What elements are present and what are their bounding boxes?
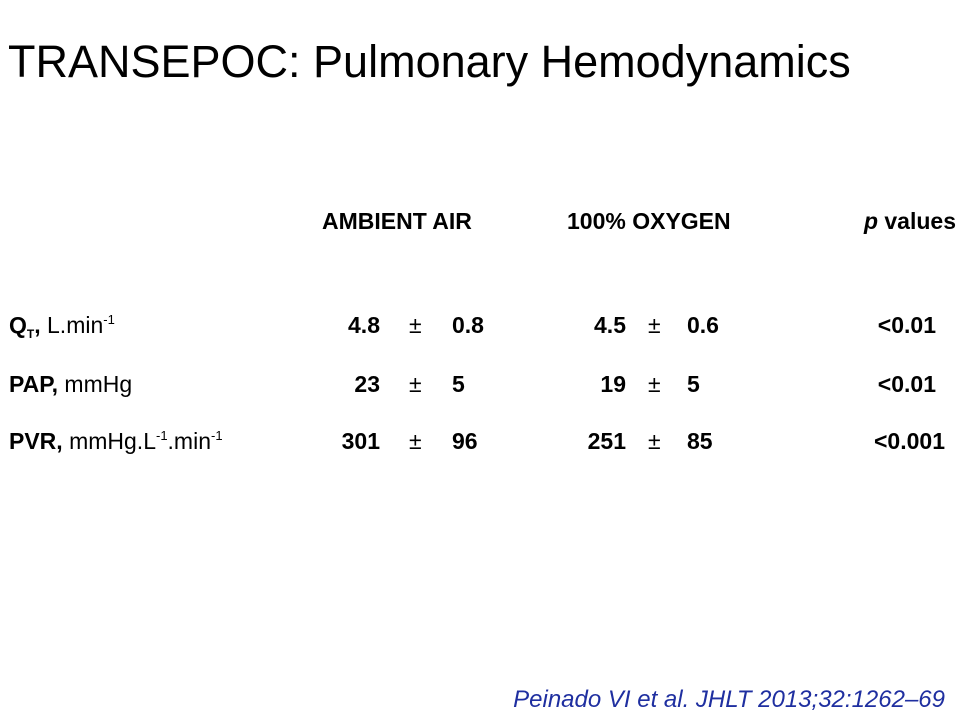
ambient-air-mean: 301 (341, 428, 380, 454)
ambient-air-mean: 4.8 (348, 312, 380, 338)
ambient-air-plus-minus: ± (409, 428, 422, 454)
header-values-text: values (878, 208, 956, 234)
ambient-air-sd: 5 (452, 371, 465, 397)
header-p-values (864, 208, 956, 235)
row-label: PAP, mmHg (9, 371, 133, 397)
header-ambient-air: AMBIENT AIR (322, 208, 472, 234)
row-label: $Q_T$, $L.\min^{-1}$ (9, 312, 115, 341)
oxygen-sd: 85 (687, 428, 713, 454)
citation: Peinado VI et al. JHLT 2013;32:1262–69 (513, 686, 945, 713)
table-row (0, 428, 960, 468)
page-title: TRANSEPOC: Pulmonary Hemodynamics (8, 36, 851, 87)
oxygen-plus-minus: ± (648, 371, 661, 397)
header-p-italic: p (863, 208, 878, 234)
ambient-air-plus-minus: ± (409, 371, 422, 397)
ambient-air-mean: 23 (354, 371, 380, 397)
oxygen-sd: 0.6 (687, 312, 719, 338)
row-label: PVR, $mmHg.L^{-1}.\min^{-1}$ (9, 428, 223, 454)
oxygen-mean: 19 (600, 371, 626, 397)
oxygen-mean: 251 (587, 428, 626, 454)
oxygen-plus-minus: ± (648, 312, 661, 338)
p-value: <0.01 (877, 312, 936, 338)
ambient-air-sd: 96 (452, 428, 478, 454)
oxygen-sd: 5 (687, 371, 700, 397)
header-100-oxygen: 100% OXYGEN (567, 208, 731, 234)
oxygen-plus-minus: ± (648, 428, 661, 454)
table-row (0, 312, 960, 352)
oxygen-mean: 4.5 (594, 312, 626, 338)
p-value: <0.01 (877, 371, 936, 397)
table-row (0, 371, 960, 411)
ambient-air-sd: 0.8 (452, 312, 484, 338)
ambient-air-plus-minus: ± (409, 312, 422, 338)
p-value: <0.001 (874, 428, 945, 454)
